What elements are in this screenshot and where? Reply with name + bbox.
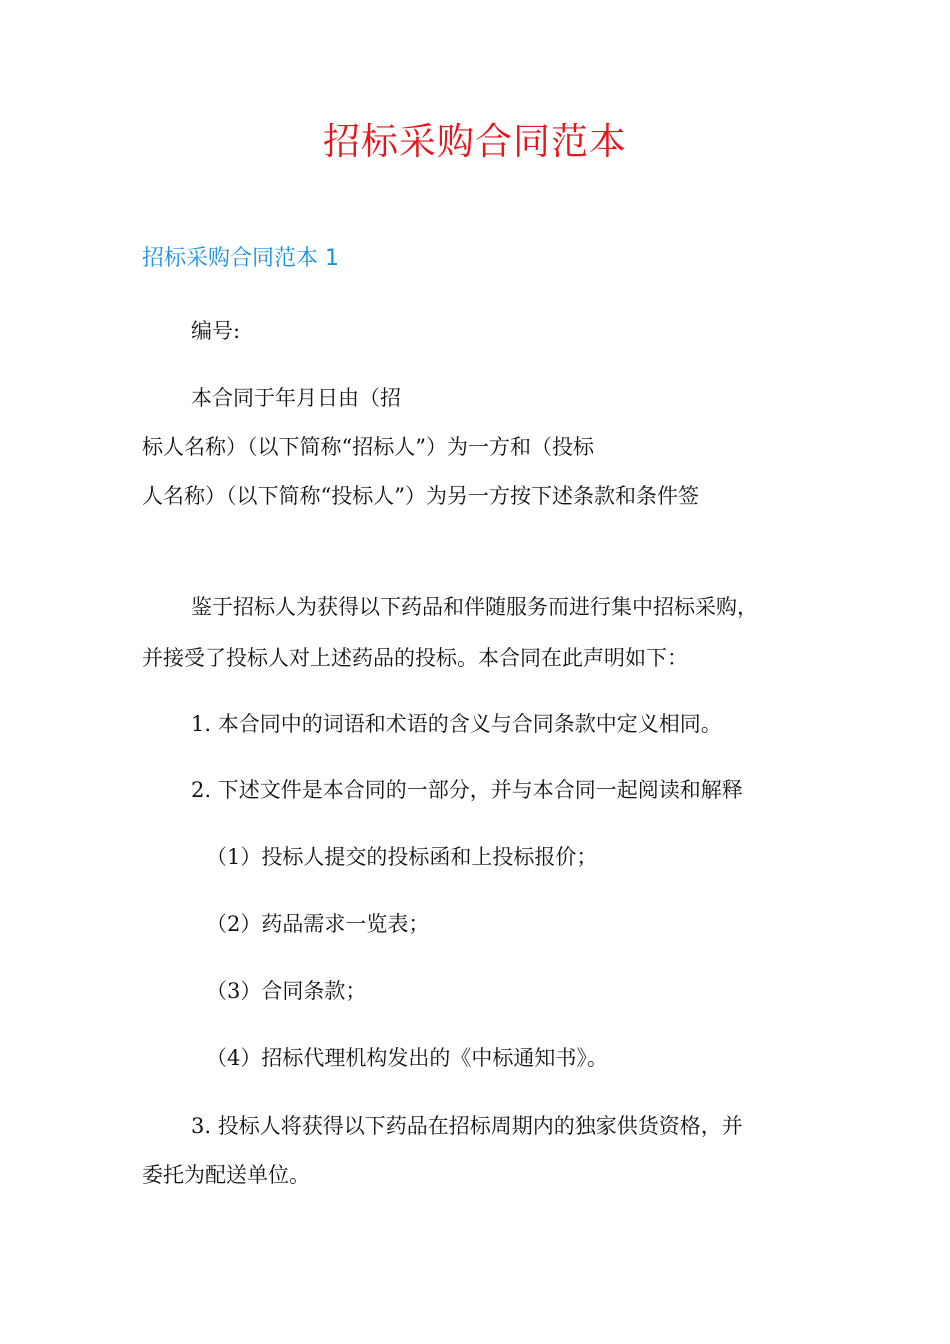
paragraph-line: 鉴于招标人为获得以下药品和伴随服务而进行集中招标采购， [191,595,758,619]
clause-item: 2. 下述文件是本合同的一部分，并与本合同一起阅读和解释 [191,778,743,802]
document-list-item: （2）药品需求一览表； [206,912,430,936]
document-list-item: （4）招标代理机构发出的《中标通知书》。 [206,1046,608,1070]
paragraph-line: 标人名称）（以下简称“招标人”）为一方和（投标 [142,435,594,459]
document-list-item: （3）合同条款； [206,979,367,1003]
paragraph-line: 委托为配送单位。 [142,1163,310,1187]
contract-number-line: 编号: [191,319,241,343]
section-heading: 招标采购合同范本 1 [142,246,339,271]
paragraph-line: 并接受了投标人对上述药品的投标。本合同在此声明如下： [142,646,688,670]
paragraph-line: 本合同于年月日由（招 [191,386,401,410]
clause-item: 3. 投标人将获得以下药品在招标周期内的独家供货资格，并 [191,1114,743,1138]
document-title: 招标采购合同范本 [323,120,627,163]
clause-item: 1. 本合同中的词语和术语的含义与合同条款中定义相同。 [191,712,722,736]
document-list-item: （1）投标人提交的投标函和上投标报价； [206,845,598,869]
paragraph-line: 人名称）（以下简称“投标人”）为另一方按下述条款和条件签 [142,484,699,508]
